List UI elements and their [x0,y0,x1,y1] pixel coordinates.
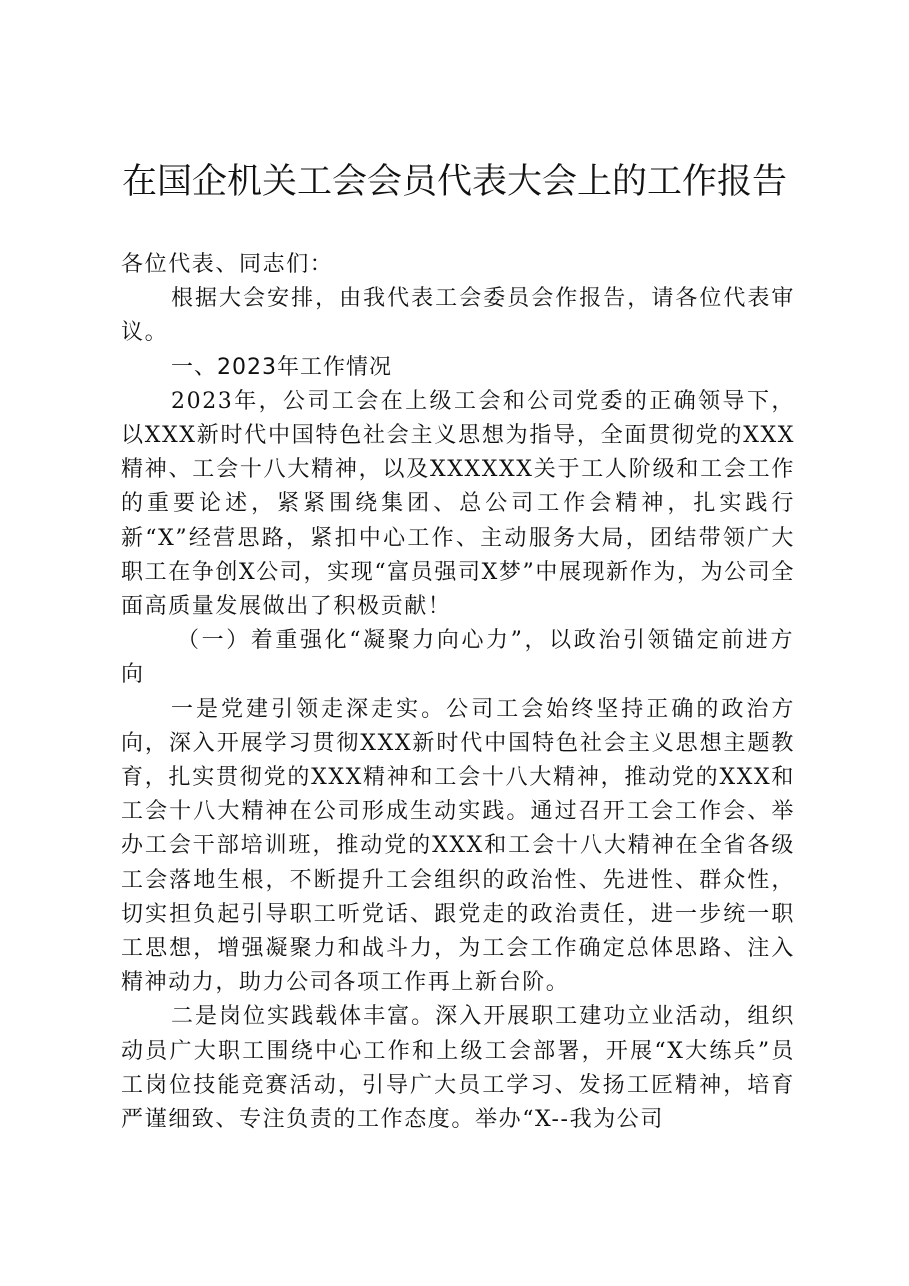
intro-paragraph: 根据大会安排，由我代表工会委员会作报告，请各位代表审议。 [121,286,795,346]
point-one-paragraph: 一是党建引领走深走实。公司工会始终坚持正确的政治方向，深入开展学习贯彻XXX新时代中国特色社会主义思想主题教育，扎实贯彻党的XXX精神和工会十八大精神，推动党的XXX和工会十八大精神在公司形成生动实践。通过召开工会工作会、举办工会干部培训班，推动党的XXX和工会十八大精神在全省各级工会落地生根，不断提升工会组织的政治性、先进性、群众性，切实担负起引导职工听党话、跟党走的政治责任，进一步统一职工思想，增强凝聚力和战斗力，为工会工作确定总体思路、注入精神动力，助力公司各项工作再上新台阶。 [121,696,795,996]
section-heading: 一、2023年工作情况 [171,354,392,380]
document-body [121,248,795,1137]
subsection-heading: （一）着重强化“凝聚力向心力”，以政治引领锚定前进方向 [121,628,795,688]
section-summary-paragraph: 2023年，公司工会在上级工会和公司党委的正确领导下，以XXX新时代中国特色社会主义思想为指导，全面贯彻党的XXX精神、工会十八大精神，以及XXXXXX关于工人阶级和工会工作的重要论述，紧紧围绕集团、总公司工作会精神，扎实践行新“X”经营思路，紧扣中心工作、主动服务大局，团结带领广大职工在争创X公司，实现“富员强司X梦”中展现新作为，为公司全面高质量发展做出了积极贡献！ [121,388,795,620]
salutation: 各位代表、同志们： [121,252,334,277]
point-two-paragraph: 二是岗位实践载体丰富。深入开展职工建功立业活动，组织动员广大职工围绕中心工作和上级工会部署，开展“X大练兵”员工岗位技能竞赛活动，引导广大员工学习、发扬工匠精神，培育严谨细致、专注负责的工作态度。举办“X--我为公司 [121,1004,795,1133]
document-title: 在国企机关工会会员代表大会上的工作报告 [121,162,787,202]
